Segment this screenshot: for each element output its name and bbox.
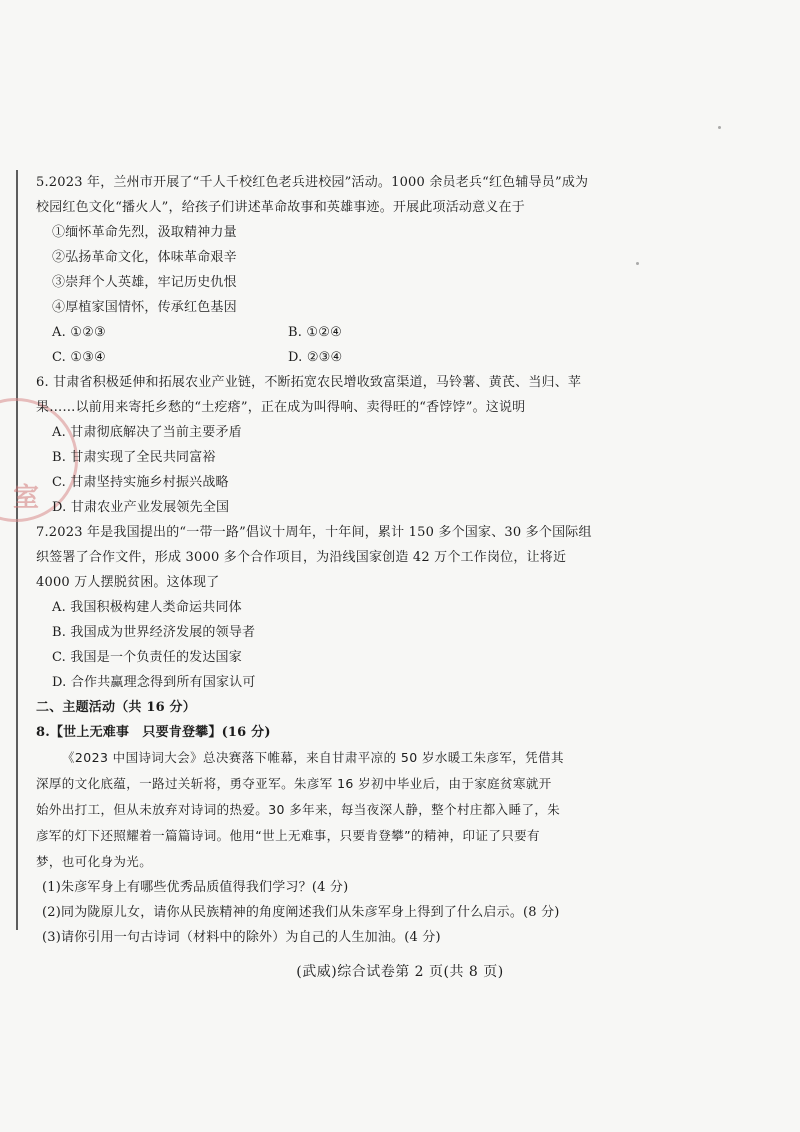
- q5-item: ③崇拜个人英雄，牢记历史仇恨: [52, 275, 237, 290]
- q6-option-c: C. 甘肃坚持实施乡村振兴战略: [52, 475, 229, 490]
- q7-option-d: D. 合作共赢理念得到所有国家认可: [52, 675, 256, 690]
- q8-subquestion-2: (2)同为陇原儿女，请你从民族精神的角度阐述我们从朱彦军身上得到了什么启示。(8 分): [42, 905, 560, 920]
- question-7: [36, 520, 592, 695]
- q7-stem-line: 7.2023 年是我国提出的“一带一路”倡议十周年，十年间，累计 150 多个国家、30 多个国际组: [36, 525, 592, 540]
- q7-stem-line: 织签署了合作文件，形成 3000 多个合作项目，为沿线国家创造 42 万个工作岗位，让将近: [36, 550, 567, 565]
- q5-option-c: C. ①③④: [52, 350, 106, 365]
- q7-option-b: B. 我国成为世界经济发展的领导者: [52, 625, 256, 640]
- question-6: [36, 370, 582, 520]
- margin-line: [16, 170, 18, 930]
- exam-content: [36, 170, 592, 950]
- page-footer: (武威)综合试卷第 2 页(共 8 页): [296, 964, 504, 980]
- material-line: 始外出打工，但从未放弃对诗词的热爱。30 多年来，每当夜深人静，整个村庄都入睡了，朱: [36, 802, 561, 817]
- q5-item: ②弘扬革命文化，体味革命艰辛: [52, 250, 237, 265]
- speck: [636, 262, 639, 265]
- stamp-char: 室: [13, 483, 40, 513]
- material-line: 彦军的灯下还照耀着一篇篇诗词。他用“世上无难事，只要肯登攀”的精神，印证了只要有: [36, 828, 540, 843]
- material-line: 深厚的文化底蕴，一路过关斩将，勇夺亚军。朱彦军 16 岁初中毕业后，由于家庭贫寒就开: [36, 776, 552, 791]
- question-5: [36, 170, 589, 370]
- q8-subquestion-3: (3)请你引用一句古诗词（材料中的除外）为自己的人生加油。(4 分): [42, 930, 441, 945]
- q6-stem-line: 6. 甘肃省积极延伸和拓展农业产业链，不断拓宽农民增收致富渠道，马铃薯、黄芪、当归、苹: [36, 375, 582, 390]
- q5-stem-line: 校园红色文化“播火人”，给孩子们讲述革命故事和英雄事迹。开展此项活动意义在于: [36, 200, 525, 215]
- q6-stem-line: 果……以前用来寄托乡愁的“土疙瘩”，正在成为叫得响、卖得旺的“香饽饽”。这说明: [36, 400, 526, 415]
- q5-option-a: A. ①②③: [52, 325, 106, 340]
- q6-option-d: D. 甘肃农业产业发展领先全国: [52, 500, 230, 515]
- q7-option-c: C. 我国是一个负责任的发达国家: [52, 650, 242, 665]
- q5-item: ④厚植家国情怀，传承红色基因: [52, 300, 237, 315]
- q6-option-b: B. 甘肃实现了全民共同富裕: [52, 450, 216, 465]
- q6-option-a: A. 甘肃彻底解决了当前主要矛盾: [52, 425, 242, 440]
- q7-stem-line: 4000 万人摆脱贫困。这体现了: [36, 575, 220, 590]
- section-heading: 二、主题活动（共 16 分）: [36, 700, 196, 715]
- q8-subquestion-1: (1)朱彦军身上有哪些优秀品质值得我们学习？(4 分): [42, 880, 349, 895]
- material-line: 梦，也可化身为光。: [36, 854, 153, 869]
- material-line: 《2023 中国诗词大会》总决赛落下帷幕，来自甘肃平凉的 50 岁水暖工朱彦军，凭借其: [62, 750, 564, 765]
- q7-option-a: A. 我国积极构建人类命运共同体: [52, 600, 242, 615]
- q5-item: ①缅怀革命先烈，汲取精神力量: [52, 225, 237, 240]
- q8-material: [36, 745, 562, 875]
- question-8-title: 8.【世上无难事 只要肯登攀】(16 分): [36, 725, 271, 740]
- q5-stem-line: 5.2023 年，兰州市开展了“千人千校红色老兵进校园”活动。1000 余员老兵“红色辅导员”成为: [36, 175, 589, 190]
- speck: [718, 126, 721, 129]
- q5-option-b: B. ①②④: [288, 325, 342, 340]
- q5-option-d: D. ②③④: [288, 350, 343, 365]
